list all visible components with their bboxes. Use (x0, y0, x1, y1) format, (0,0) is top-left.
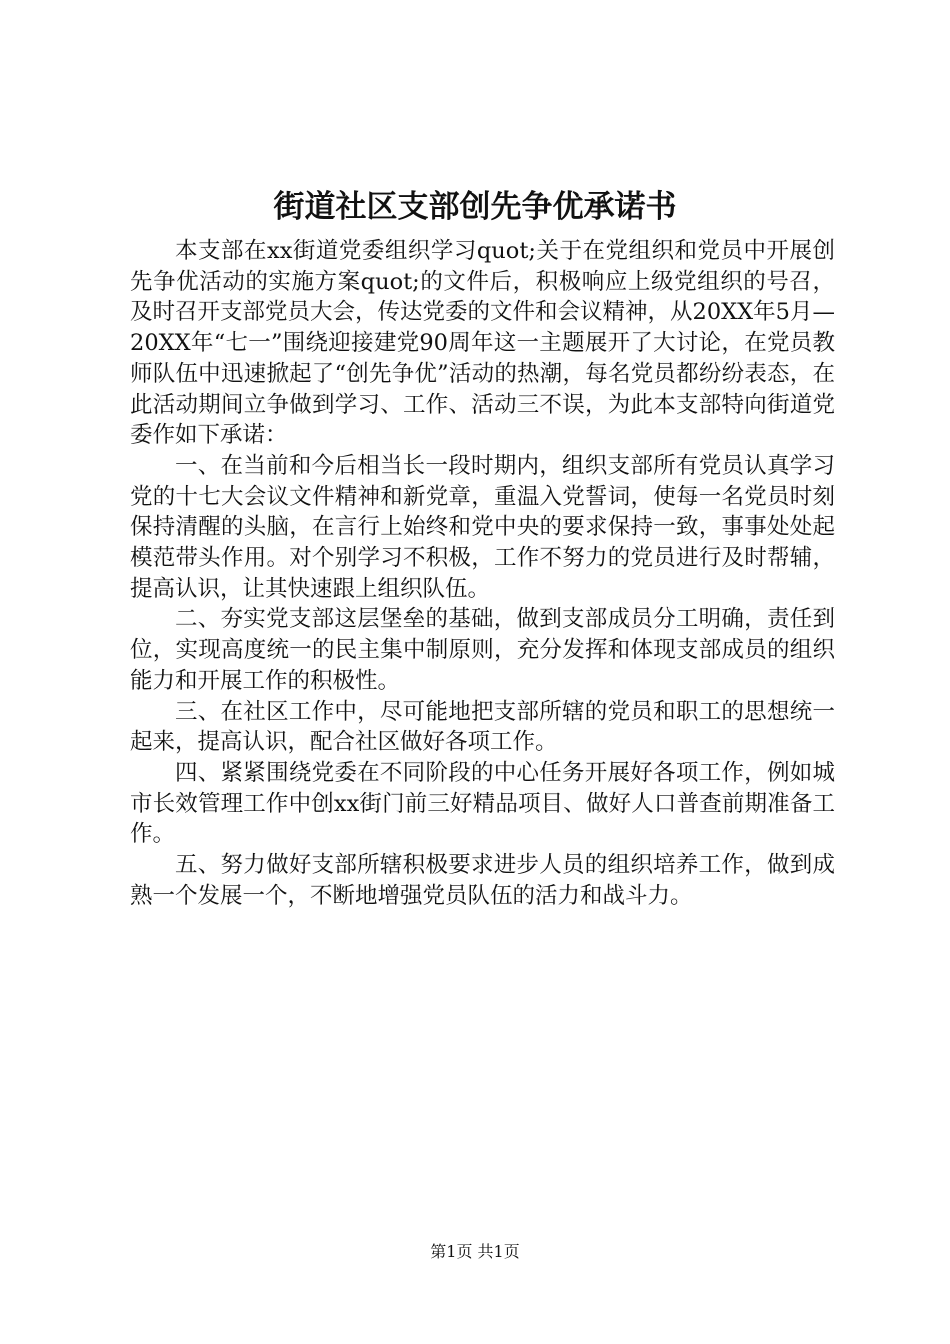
paragraph-intro: 本支部在xx街道党委组织学习quot;关于在党组织和党员中开展创先争优活动的实施方案quot;的文件后，积极响应上级党组织的号召，及时召开支部党员大会，传达党委的文件和会议精神，从20XX年5月—20XX年“七一”围绕迎接建党90周年这一主题展开了大讨论，在党员教师队伍中迅速掀起了“创先争优”活动的热潮，每名党员都纷纷表态，在此活动期间立争做到学习、工作、活动三不误，为此本支部特向街道党委作如下承诺： (130, 238, 835, 449)
paragraph-commitment-5: 五、努力做好支部所辖积极要求进步人员的组织培养工作，做到成熟一个发展一个，不断地增强党员队伍的活力和战斗力。 (130, 852, 835, 909)
document-body (130, 236, 835, 911)
paragraph-commitment-4: 四、紧紧围绕党委在不同阶段的中心任务开展好各项工作，例如城市长效管理工作中创xx街门前三好精品项目、做好人口普查前期准备工作。 (130, 759, 835, 848)
page-number-footer: 第1页 共1页 (430, 1242, 520, 1261)
paragraph-commitment-2: 二、夯实党支部这层堡垒的基础，做到支部成员分工明确，责任到位，实现高度统一的民主集中制原则，充分发挥和体现支部成员的组织能力和开展工作的积极性。 (130, 606, 835, 694)
paragraph-commitment-3: 三、在社区工作中，尽可能地把支部所辖的党员和职工的思想统一起来，提高认识，配合社区做好各项工作。 (130, 698, 835, 756)
paragraph-commitment-1: 一、在当前和今后相当长一段时期内，组织支部所有党员认真学习党的十七大会议文件精神和新党章，重温入党誓词，使每一名党员时刻保持清醒的头脑，在言行上始终和党中央的要求保持一致，事事处处起模范带头作用。对个别学习不积极，工作不努力的党员进行及时帮辅，提高认识，让其快速跟上组织队伍。 (130, 452, 835, 602)
document-title: 街道社区支部创先争优承诺书 (273, 189, 677, 225)
